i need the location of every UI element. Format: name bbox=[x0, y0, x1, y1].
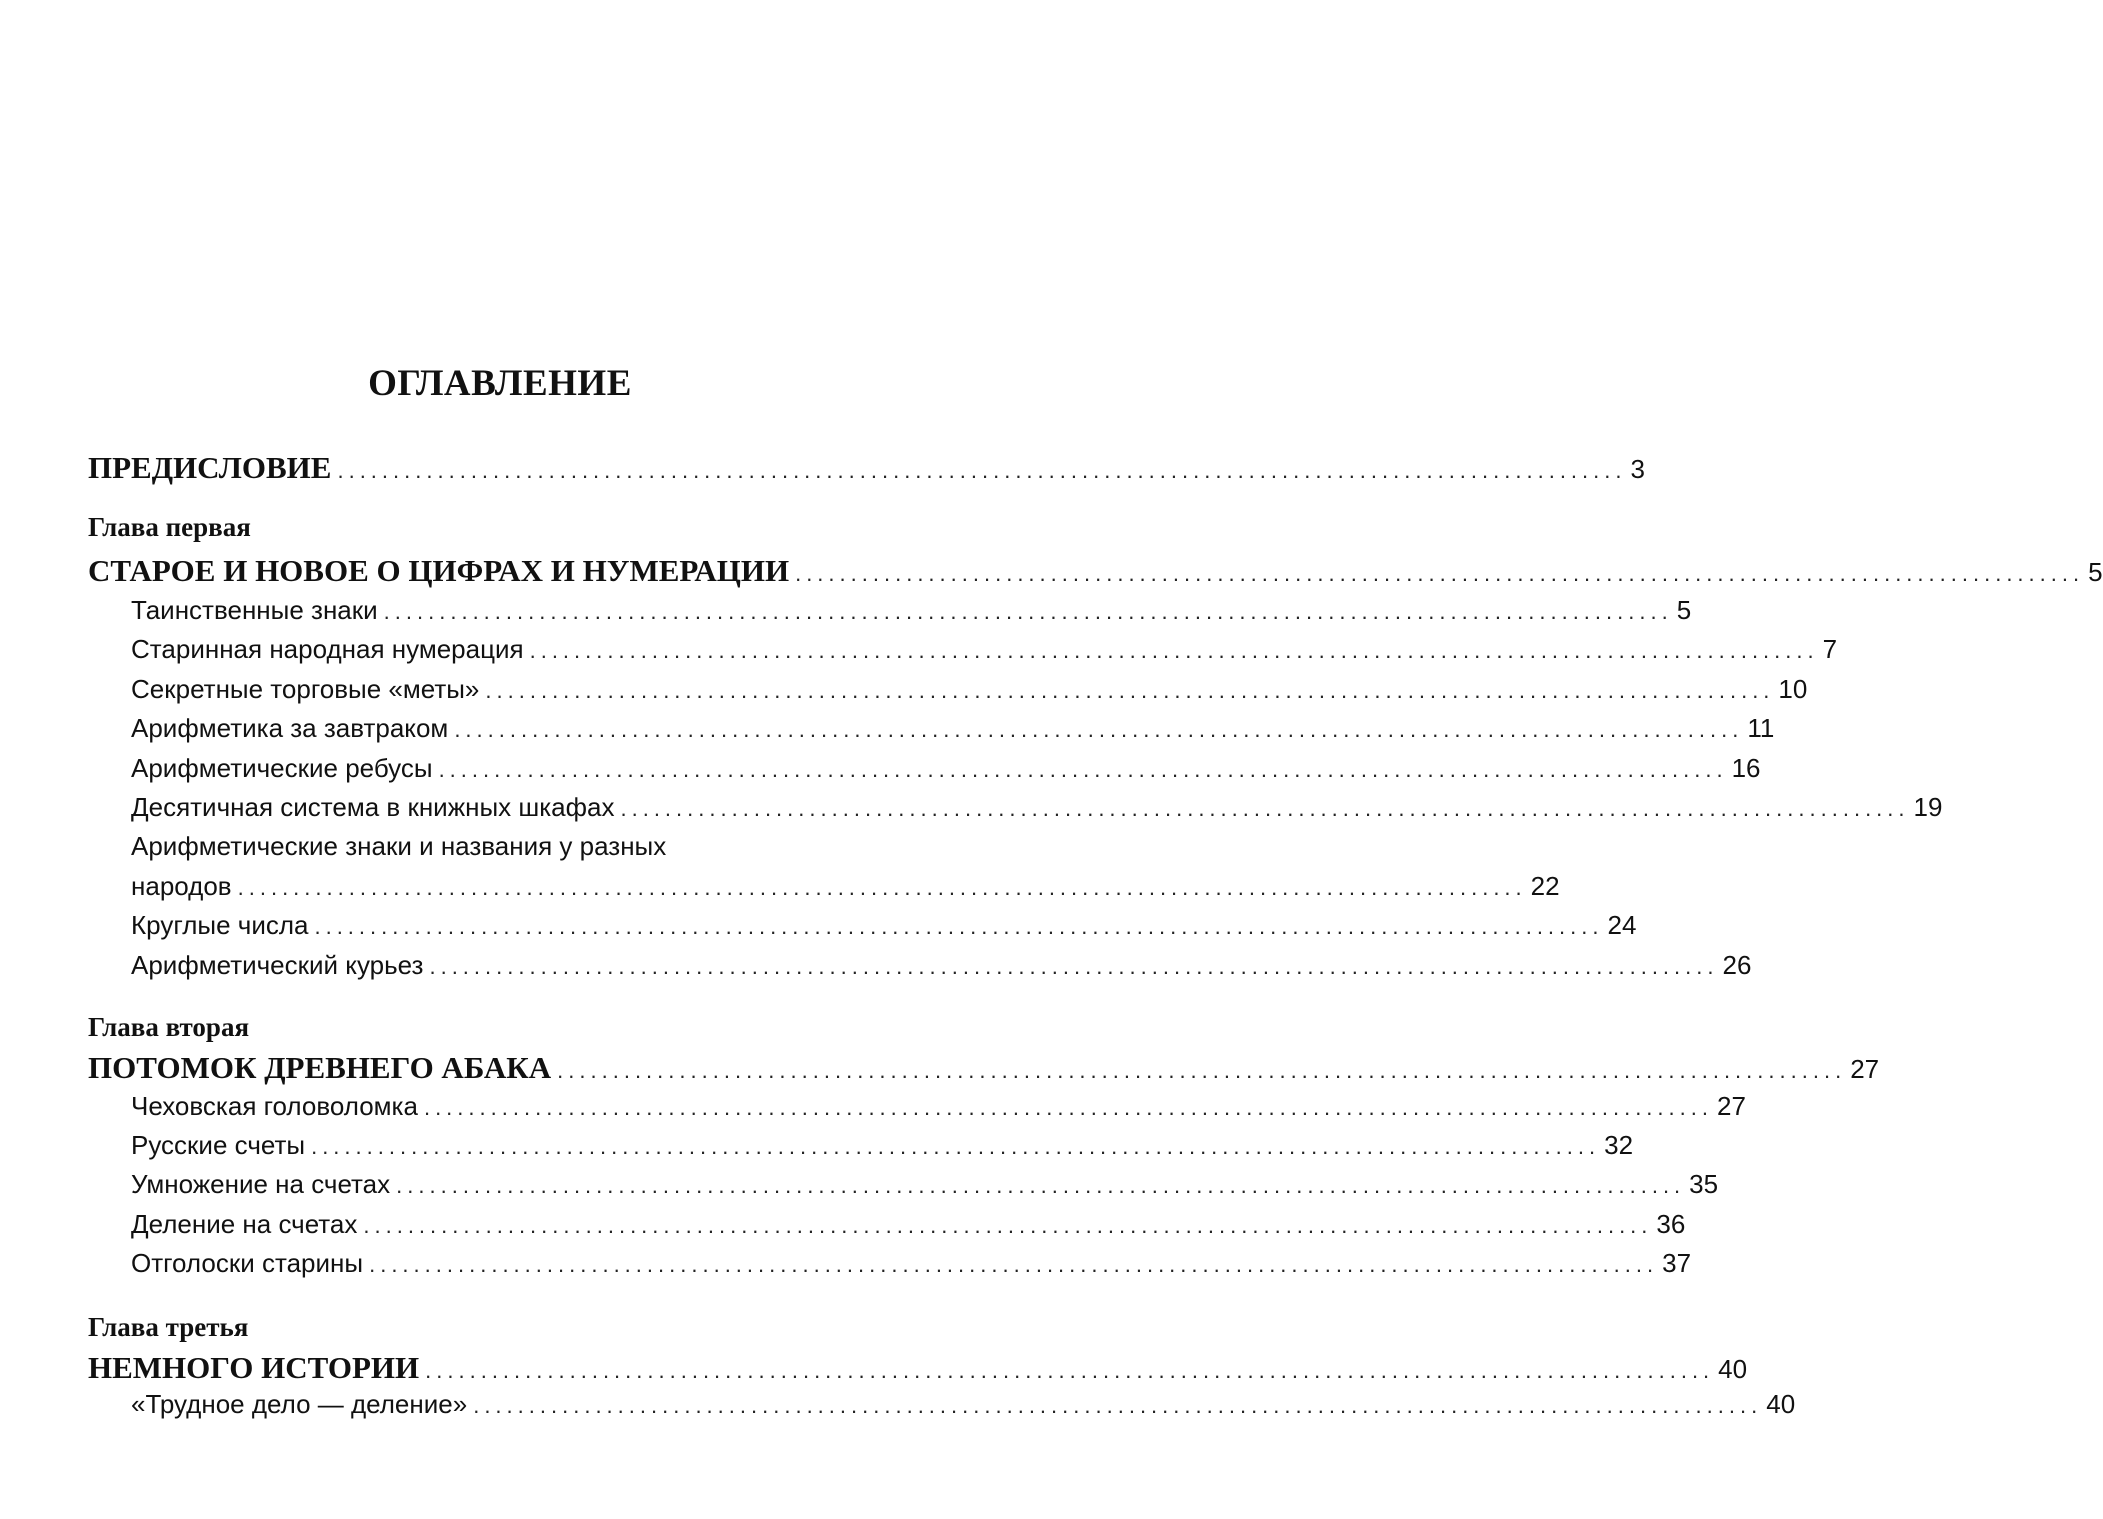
page-number: 7 bbox=[1822, 634, 1838, 664]
page-number: 5 bbox=[1676, 595, 1692, 625]
page-number: 22 bbox=[1530, 871, 1560, 901]
toc-entry-chapter2[interactable] bbox=[88, 1050, 1880, 1090]
toc-entry[interactable] bbox=[131, 753, 1761, 793]
dot-leader: .................................................................................................................... bbox=[795, 561, 2085, 586]
page-number: 40 bbox=[1718, 1354, 1748, 1384]
dot-leader: .................................................................................................................... bbox=[423, 1095, 1713, 1120]
toc-entry[interactable] bbox=[131, 792, 1943, 832]
page-number: 32 bbox=[1604, 1130, 1634, 1160]
toc-entry[interactable] bbox=[131, 1091, 1746, 1131]
entry-label: Умножение на счетах bbox=[131, 1169, 391, 1199]
chapter-label: Глава вторая bbox=[88, 1012, 250, 1042]
page-number: 11 bbox=[1747, 713, 1775, 743]
entry-label: Русские счеты bbox=[131, 1130, 306, 1160]
entry-label: Секретные торговые «меты» bbox=[131, 674, 480, 704]
dot-leader: .................................................................................................................... bbox=[369, 1252, 1659, 1277]
dot-leader: .................................................................................................................... bbox=[237, 875, 1527, 900]
dot-leader: .................................................................................................................... bbox=[383, 599, 1673, 624]
dot-leader: .................................................................................................................... bbox=[438, 757, 1728, 782]
entry-label: Десятичная система в книжных шкафах bbox=[131, 792, 615, 822]
toc-entry[interactable] bbox=[131, 1389, 1796, 1429]
chapter-label: Глава первая bbox=[88, 512, 251, 542]
dot-leader: .................................................................................................................... bbox=[311, 1134, 1601, 1159]
toc-entry[interactable] bbox=[131, 1209, 1686, 1249]
entry-label: Отголоски старины bbox=[131, 1248, 364, 1278]
page-number: 10 bbox=[1778, 674, 1808, 704]
entry-label: НЕМНОГО ИСТОРИИ bbox=[88, 1350, 420, 1385]
page-number: 19 bbox=[1913, 792, 1943, 822]
toc-entry[interactable] bbox=[131, 634, 1838, 674]
entry-label-continuation: народов bbox=[131, 871, 232, 901]
entry-label: Арифметика за завтраком bbox=[131, 713, 449, 743]
toc-entry[interactable] bbox=[131, 713, 1775, 753]
toc-entry-line2[interactable] bbox=[131, 871, 1560, 911]
page-number: 37 bbox=[1662, 1248, 1692, 1278]
toc-entry[interactable] bbox=[131, 674, 1808, 714]
dot-leader: .................................................................................................................... bbox=[363, 1213, 1653, 1238]
page-number: 27 bbox=[1850, 1054, 1880, 1084]
toc-entry[interactable] bbox=[131, 1130, 1634, 1170]
page-number: 40 bbox=[1766, 1389, 1796, 1419]
page-number: 27 bbox=[1716, 1091, 1746, 1121]
toc-entry[interactable] bbox=[131, 595, 1692, 635]
toc-title: ОГЛАВЛЕНИЕ bbox=[368, 363, 632, 404]
dot-leader: .................................................................................................................... bbox=[557, 1058, 1847, 1083]
page-number: 3 bbox=[1630, 454, 1645, 484]
dot-leader: .................................................................................................................... bbox=[314, 914, 1604, 939]
page-number: 5 bbox=[2088, 557, 2103, 587]
dot-leader: .................................................................................................................... bbox=[429, 954, 1719, 979]
page-number: 35 bbox=[1689, 1169, 1719, 1199]
toc-entry-chapter3[interactable] bbox=[88, 1350, 1748, 1390]
toc-entry[interactable] bbox=[131, 950, 1752, 990]
entry-label: Таинственные знаки bbox=[131, 595, 378, 625]
entry-label: Чеховская головоломка bbox=[131, 1091, 418, 1121]
entry-label: «Трудное дело — деление» bbox=[131, 1389, 468, 1419]
dot-leader: .................................................................................................................... bbox=[620, 796, 1910, 821]
dot-leader: .................................................................................................................... bbox=[473, 1393, 1763, 1418]
entry-label: Круглые числа bbox=[131, 910, 309, 940]
entry-label: Арифметический курьез bbox=[131, 950, 424, 980]
page-number: 36 bbox=[1656, 1209, 1686, 1239]
dot-leader: .................................................................................................................... bbox=[485, 678, 1775, 703]
chapter-label: Глава третья bbox=[88, 1312, 249, 1342]
page-number: 24 bbox=[1607, 910, 1637, 940]
dot-leader: .................................................................................................................... bbox=[454, 717, 1744, 742]
toc-entry[interactable] bbox=[131, 910, 1637, 950]
entry-label: Арифметические ребусы bbox=[131, 753, 433, 783]
toc-entry[interactable] bbox=[131, 1169, 1719, 1209]
toc-entry-chapter1[interactable] bbox=[88, 553, 2103, 593]
entry-label: Деление на счетах bbox=[131, 1209, 358, 1239]
dot-leader: .................................................................................................................... bbox=[529, 638, 1819, 663]
dot-leader: .................................................................................................................... bbox=[337, 458, 1627, 483]
page-number: 16 bbox=[1731, 753, 1761, 783]
toc-entry-line1[interactable] bbox=[131, 831, 900, 871]
dot-leader: .................................................................................................................... bbox=[396, 1173, 1686, 1198]
toc-entry[interactable] bbox=[131, 1248, 1692, 1288]
entry-label: ПОТОМОК ДРЕВНЕГО АБАКА bbox=[88, 1050, 552, 1085]
entry-label: ПРЕДИСЛОВИЕ bbox=[88, 450, 332, 485]
toc-entry-preface[interactable] bbox=[88, 450, 1645, 490]
entry-label: СТАРОЕ И НОВОЕ О ЦИФРАХ И НУМЕРАЦИИ bbox=[88, 553, 790, 588]
dot-leader: .................................................................................................................... bbox=[425, 1358, 1715, 1383]
page-number: 26 bbox=[1722, 950, 1752, 980]
entry-label: Арифметические знаки и названия у разных bbox=[131, 831, 667, 861]
entry-label: Старинная народная нумерация bbox=[131, 634, 524, 664]
